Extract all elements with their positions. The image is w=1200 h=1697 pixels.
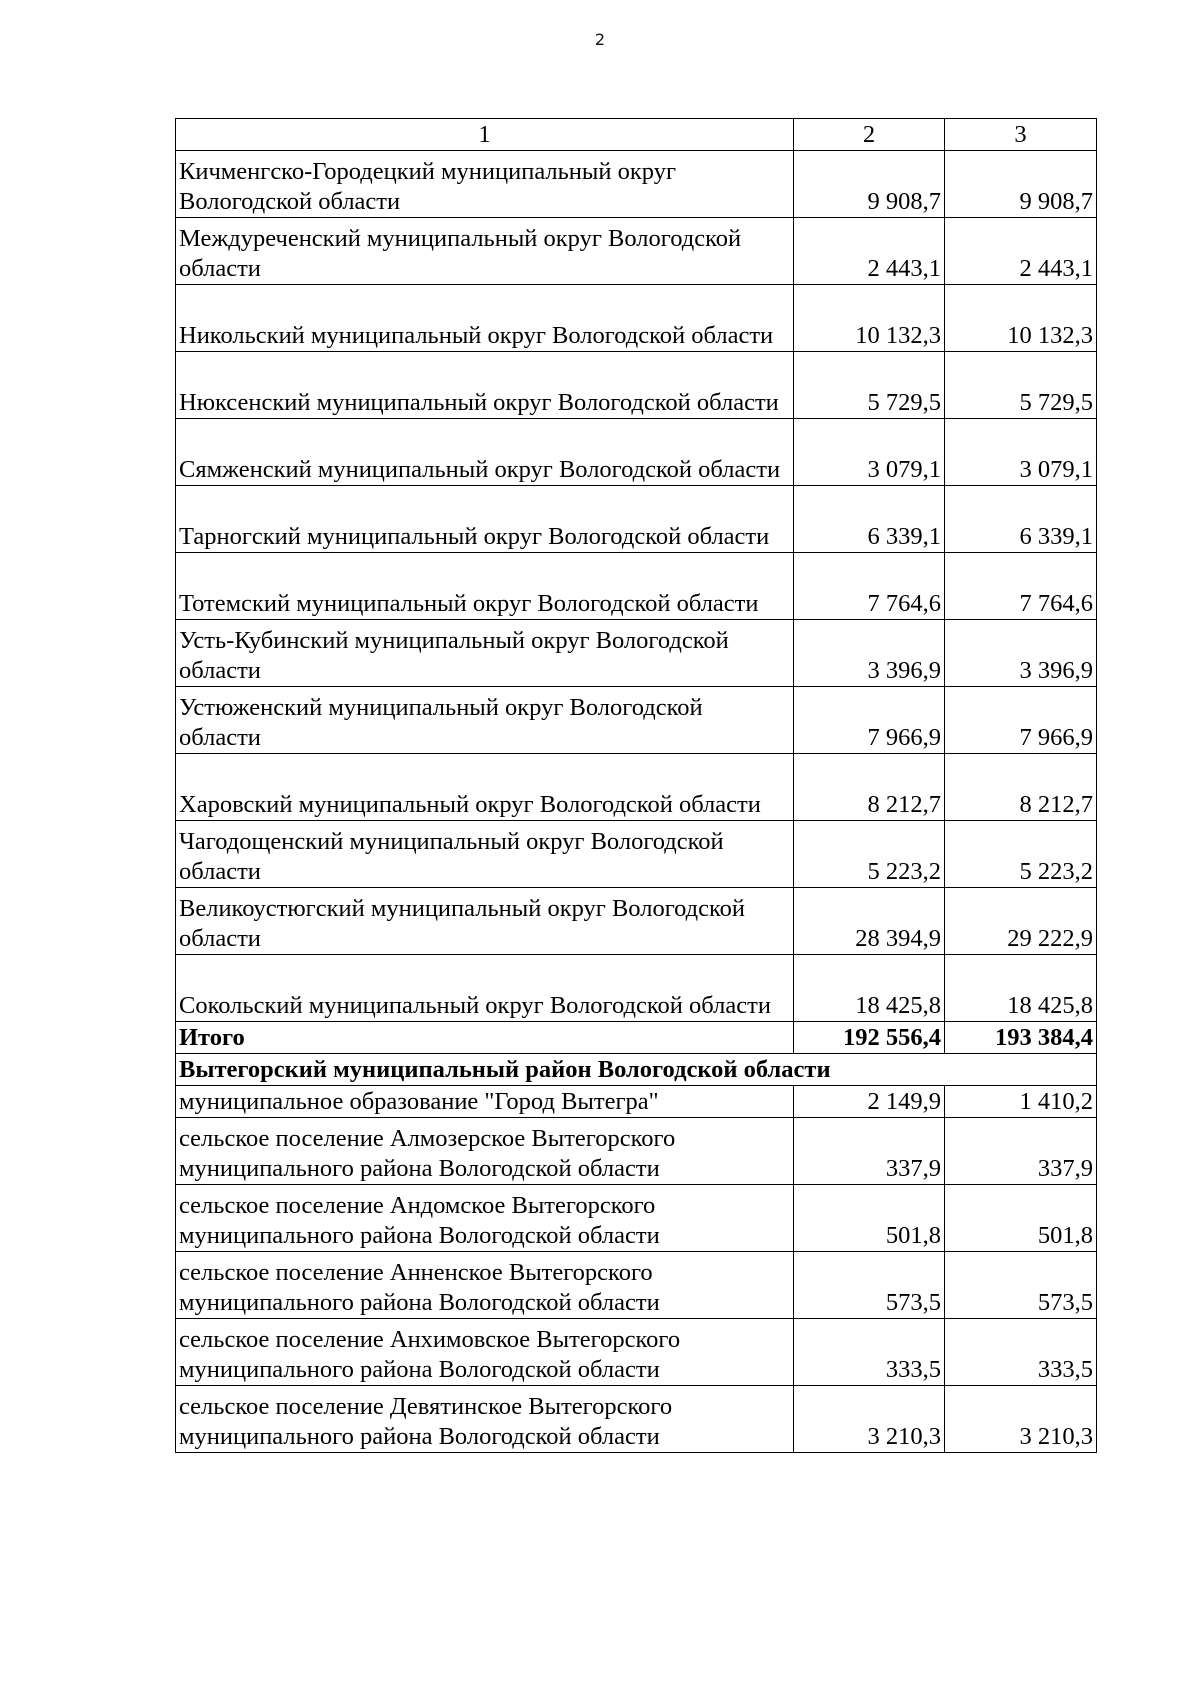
table-row <box>176 553 1097 620</box>
value-col3: 501,8 <box>945 1185 1097 1252</box>
table-row <box>176 955 1097 1022</box>
municipality-name: Харовский муниципальный округ Вологодской области <box>176 754 794 821</box>
municipality-name: Сокольский муниципальный округ Вологодской области <box>176 955 794 1022</box>
table-row <box>176 218 1097 285</box>
municipality-name: Никольский муниципальный округ Вологодской области <box>176 285 794 352</box>
column-header-2: 2 <box>794 119 945 151</box>
value-col2: 7 966,9 <box>794 687 945 754</box>
municipality-name: Нюксенский муниципальный округ Вологодской области <box>176 352 794 419</box>
table-row <box>176 687 1097 754</box>
value-col3: 9 908,7 <box>945 151 1097 218</box>
value-col2: 3 396,9 <box>794 620 945 687</box>
table-row <box>176 1386 1097 1453</box>
table-header-row <box>176 119 1097 151</box>
table-row <box>176 1319 1097 1386</box>
municipality-name: Устюженский муниципальный округ Вологодской области <box>176 687 794 754</box>
value-col2: 3 079,1 <box>794 419 945 486</box>
value-col2: 3 210,3 <box>794 1386 945 1453</box>
value-col2: 337,9 <box>794 1118 945 1185</box>
municipality-name: Чагодощенский муниципальный округ Вологодской области <box>176 821 794 888</box>
value-col2: 2 149,9 <box>794 1086 945 1118</box>
page-number: 2 <box>594 30 606 49</box>
value-col3: 5 729,5 <box>945 352 1097 419</box>
value-col3: 10 132,3 <box>945 285 1097 352</box>
table-row <box>176 419 1097 486</box>
value-col2: 333,5 <box>794 1319 945 1386</box>
value-col3: 333,5 <box>945 1319 1097 1386</box>
value-col3: 6 339,1 <box>945 486 1097 553</box>
value-col3: 3 396,9 <box>945 620 1097 687</box>
table-row <box>176 1185 1097 1252</box>
municipality-name: сельское поселение Анненское Вытегорского муниципального района Вологодской области <box>176 1252 794 1319</box>
value-col2: 28 394,9 <box>794 888 945 955</box>
value-col2: 573,5 <box>794 1252 945 1319</box>
value-col2: 8 212,7 <box>794 754 945 821</box>
municipality-name: Тарногский муниципальный округ Вологодской области <box>176 486 794 553</box>
value-col2: 6 339,1 <box>794 486 945 553</box>
value-col3: 7 764,6 <box>945 553 1097 620</box>
value-col3: 5 223,2 <box>945 821 1097 888</box>
section-heading: Вытегорский муниципальный район Вологодской области <box>176 1054 1097 1086</box>
municipality-name: Междуреченский муниципальный округ Вологодской области <box>176 218 794 285</box>
table-row <box>176 486 1097 553</box>
value-col2: 7 764,6 <box>794 553 945 620</box>
value-col2: 5 223,2 <box>794 821 945 888</box>
value-col3: 29 222,9 <box>945 888 1097 955</box>
municipality-name: сельское поселение Девятинское Вытегорского муниципального района Вологодской области <box>176 1386 794 1453</box>
table-row <box>176 821 1097 888</box>
value-col2: 501,8 <box>794 1185 945 1252</box>
value-col3: 573,5 <box>945 1252 1097 1319</box>
value-col2: 2 443,1 <box>794 218 945 285</box>
municipality-name: сельское поселение Алмозерское Вытегорского муниципального района Вологодской области <box>176 1118 794 1185</box>
value-col3: 7 966,9 <box>945 687 1097 754</box>
total-col2: 192 556,4 <box>794 1022 945 1054</box>
municipality-name: сельское поселение Андомское Вытегорского муниципального района Вологодской области <box>176 1185 794 1252</box>
budget-table <box>175 118 1097 1453</box>
value-col3: 3 079,1 <box>945 419 1097 486</box>
total-row <box>176 1022 1097 1054</box>
table-row <box>176 151 1097 218</box>
table-row <box>176 352 1097 419</box>
total-label: Итого <box>176 1022 794 1054</box>
column-header-3: 3 <box>945 119 1097 151</box>
value-col3: 3 210,3 <box>945 1386 1097 1453</box>
value-col3: 2 443,1 <box>945 218 1097 285</box>
table-row <box>176 754 1097 821</box>
table-row <box>176 1086 1097 1118</box>
table-row <box>176 620 1097 687</box>
table-row <box>176 888 1097 955</box>
municipality-name: Кичменгско-Городецкий муниципальный округ Вологодской области <box>176 151 794 218</box>
section-heading-row <box>176 1054 1097 1086</box>
table-row <box>176 285 1097 352</box>
value-col2: 5 729,5 <box>794 352 945 419</box>
municipality-name: Тотемский муниципальный округ Вологодской области <box>176 553 794 620</box>
value-col3: 1 410,2 <box>945 1086 1097 1118</box>
municipality-name: Усть-Кубинский муниципальный округ Вологодской области <box>176 620 794 687</box>
municipality-name: сельское поселение Анхимовское Вытегорского муниципального района Вологодской области <box>176 1319 794 1386</box>
table-row <box>176 1118 1097 1185</box>
municipality-name: Великоустюгский муниципальный округ Вологодской области <box>176 888 794 955</box>
value-col3: 337,9 <box>945 1118 1097 1185</box>
value-col2: 18 425,8 <box>794 955 945 1022</box>
value-col3: 18 425,8 <box>945 955 1097 1022</box>
municipality-name: муниципальное образование "Город Вытегра" <box>176 1086 794 1118</box>
table-row <box>176 1252 1097 1319</box>
municipality-name: Сямженский муниципальный округ Вологодской области <box>176 419 794 486</box>
column-header-1: 1 <box>176 119 794 151</box>
total-col3: 193 384,4 <box>945 1022 1097 1054</box>
value-col2: 10 132,3 <box>794 285 945 352</box>
value-col2: 9 908,7 <box>794 151 945 218</box>
value-col3: 8 212,7 <box>945 754 1097 821</box>
